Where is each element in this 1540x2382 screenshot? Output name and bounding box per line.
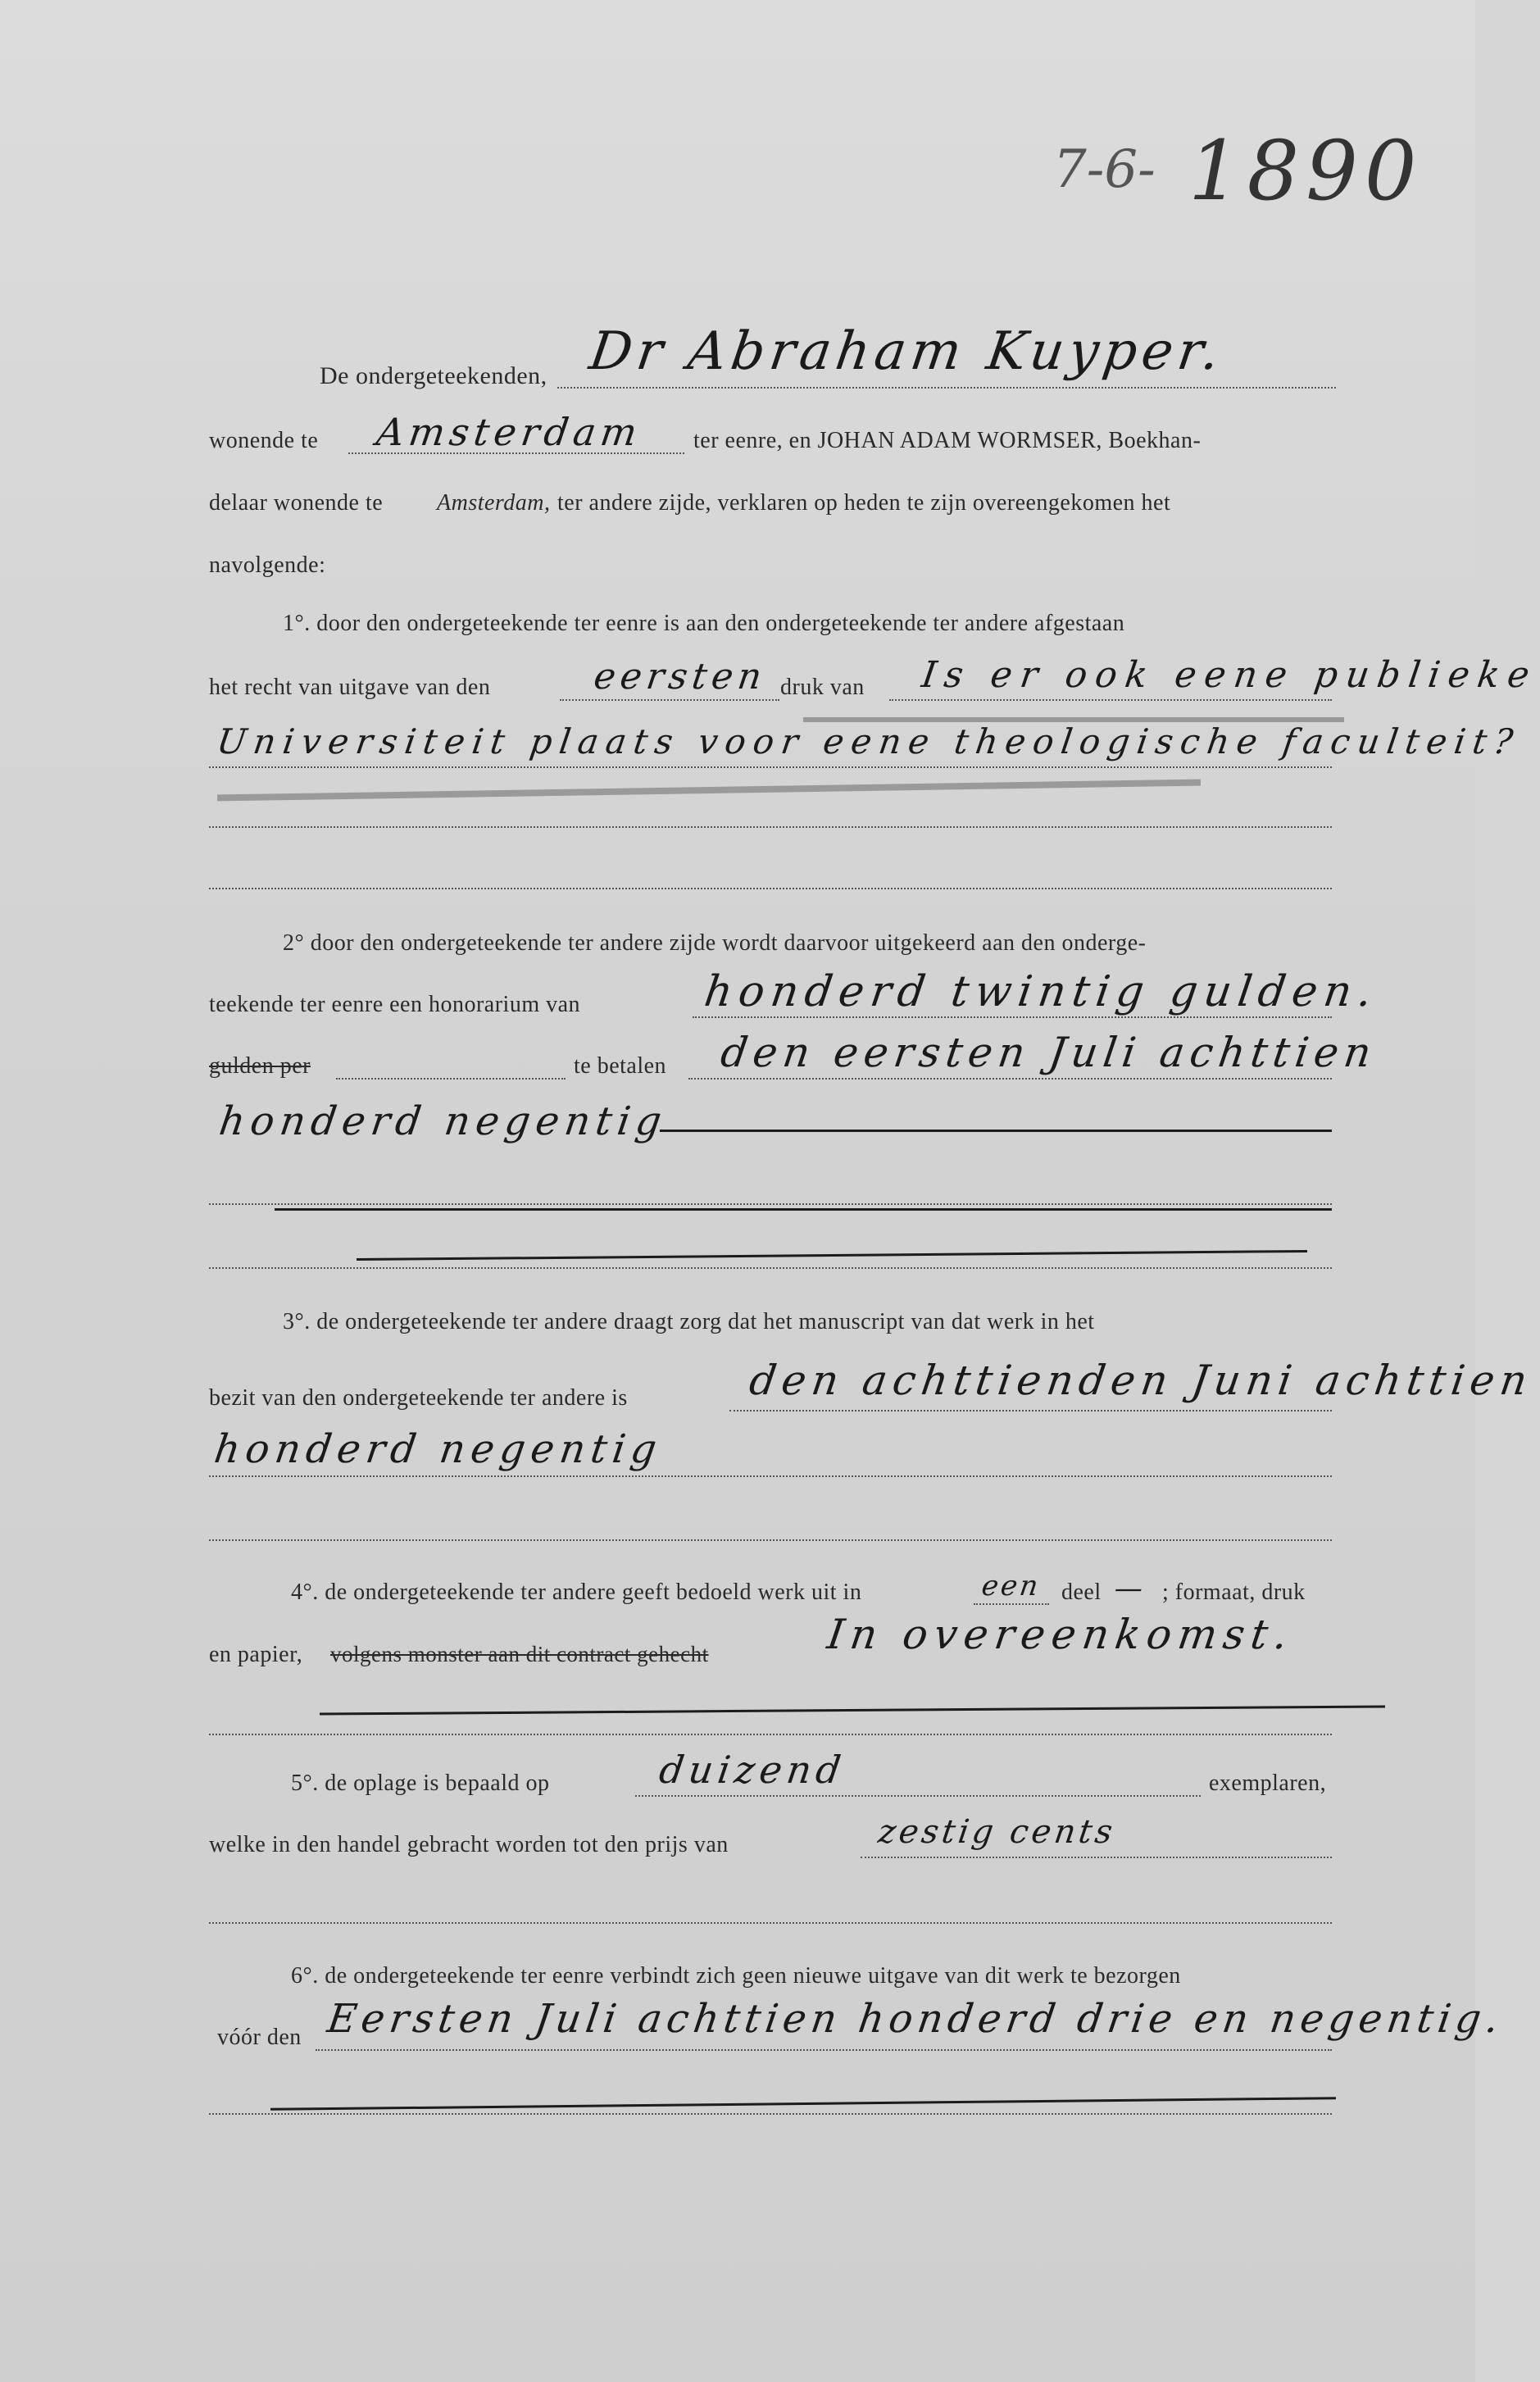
honorarium-line [693, 1016, 1332, 1018]
name-line [557, 387, 1336, 389]
honorarium: honderd twintig gulden. [701, 967, 1382, 1016]
intro-line2-b: ter andere zijde, verklaren op heden te zijn overeengekomen het [557, 490, 1171, 516]
art5-line2: welke in den handel gebracht worden tot den prijs van [209, 1832, 729, 1857]
intro-line3: navolgende: [209, 552, 326, 578]
volumes: een [979, 1570, 1043, 1602]
art1-line2: het recht van uitgave van den [209, 675, 491, 700]
deliver-date-1: den achttienden Juni achttien [746, 1357, 1536, 1404]
work-title-2: Universiteit plaats voor eene theologische faculteit? [214, 721, 1523, 761]
art4-line2: en papier, [209, 1642, 303, 1667]
art4-line1: 4°. de ondergeteekende ter andere geeft bedoeld werk uit in [291, 1580, 862, 1605]
art2-te-betalen: te betalen [574, 1053, 667, 1079]
date-day: 7-6- [1053, 139, 1156, 200]
cancel-line-5 [270, 2097, 1336, 2111]
until-date: Eersten Juli achttien honderd drie en negentig. [325, 1996, 1506, 2042]
price-line [861, 1857, 1332, 1858]
art1-blank-line2 [209, 888, 1332, 889]
label-residing: wonende te [209, 428, 319, 453]
pencil-mark-1 [803, 717, 1344, 722]
price: zestig cents [875, 1813, 1119, 1851]
edition-line [560, 699, 779, 701]
format-value: In overeenkomst. [824, 1611, 1297, 1658]
cancel-line-2 [275, 1208, 1332, 1211]
per-line [336, 1078, 566, 1080]
deliver-line2 [209, 1475, 1332, 1477]
art3-line2: bezit van den ondergeteekende ter andere is [209, 1385, 628, 1411]
residence: Amsterdam [374, 410, 645, 454]
pencil-mark-2 [217, 780, 1201, 802]
copies-line [635, 1795, 1201, 1797]
art3-blank-line [209, 1539, 1332, 1541]
art2-blank-line2 [209, 1267, 1332, 1269]
intro-line2-a: delaar wonende te [209, 490, 384, 516]
art2-line1: 2° door den ondergeteekende ter andere zijde wordt daarvoor uitgekeerd aan den onderge- [283, 930, 1147, 956]
intro-city: Amsterdam, [437, 490, 551, 516]
art1-blank-line1 [209, 826, 1332, 828]
art5-line1: 5°. de oplage is bepaald op [291, 1771, 550, 1796]
date-year: 1890 [1188, 123, 1424, 219]
art6-line1: 6°. de ondergeteekende ter eenre verbindt zich geen nieuwe uitgave van dit werk te bezorgen [291, 1963, 1181, 1989]
edition: eersten [591, 656, 770, 698]
until-line [316, 2049, 1332, 2051]
title-line1 [889, 699, 1332, 701]
title-line2 [209, 766, 1332, 768]
deliver-line1 [729, 1410, 1332, 1411]
art4-deel: deel [1061, 1580, 1102, 1605]
label-undersigned: De ondergeteekenden, [320, 362, 547, 389]
cancel-line-3 [357, 1250, 1307, 1261]
art6-line2: vóór den [217, 2025, 302, 2050]
dash-mark: — [1112, 1572, 1150, 1605]
art5-blank-line [209, 1922, 1332, 1924]
pay-date-1: den eersten Juli achttien [717, 1029, 1380, 1076]
intro-line1-rest: ter eenre, en JOHAN ADAM WORMSER, Boekhan- [693, 428, 1202, 453]
art1-line1: 1°. door den ondergeteekende ter eenre is aan den ondergeteekende ter andere afgestaan [283, 611, 1125, 636]
deliver-date-2: honderd negentig [211, 1426, 666, 1472]
art5-exemplaren: exemplaren, [1209, 1771, 1327, 1796]
art6-blank-line [209, 2113, 1332, 2115]
signatory-name: Dr Abraham Kuyper. [585, 321, 1229, 382]
art4-blank-line [209, 1734, 1332, 1735]
cancel-line-4 [320, 1705, 1385, 1715]
art4-format-label: ; formaat, druk [1162, 1580, 1306, 1605]
pay-date-2: honderd negentig [216, 1098, 670, 1144]
copies: duizend [656, 1748, 849, 1792]
art1-druk: druk van [780, 675, 865, 700]
art2-blank-line1 [209, 1203, 1332, 1205]
art2-gulden-per: gulden per [209, 1053, 311, 1079]
work-title-1: Is er ook eene publieke [919, 654, 1540, 696]
cancel-line-1 [660, 1130, 1332, 1132]
art2-line2: teekende ter eenre een honorarium van [209, 992, 581, 1017]
art3-line1: 3°. de ondergeteekende ter andere draagt zorg dat het manuscript van dat werk in het [283, 1309, 1095, 1334]
struck-clause: volgens monster aan dit contract gehecht [330, 1642, 709, 1666]
paydate-line1 [688, 1078, 1332, 1080]
volumes-line [974, 1603, 1049, 1605]
